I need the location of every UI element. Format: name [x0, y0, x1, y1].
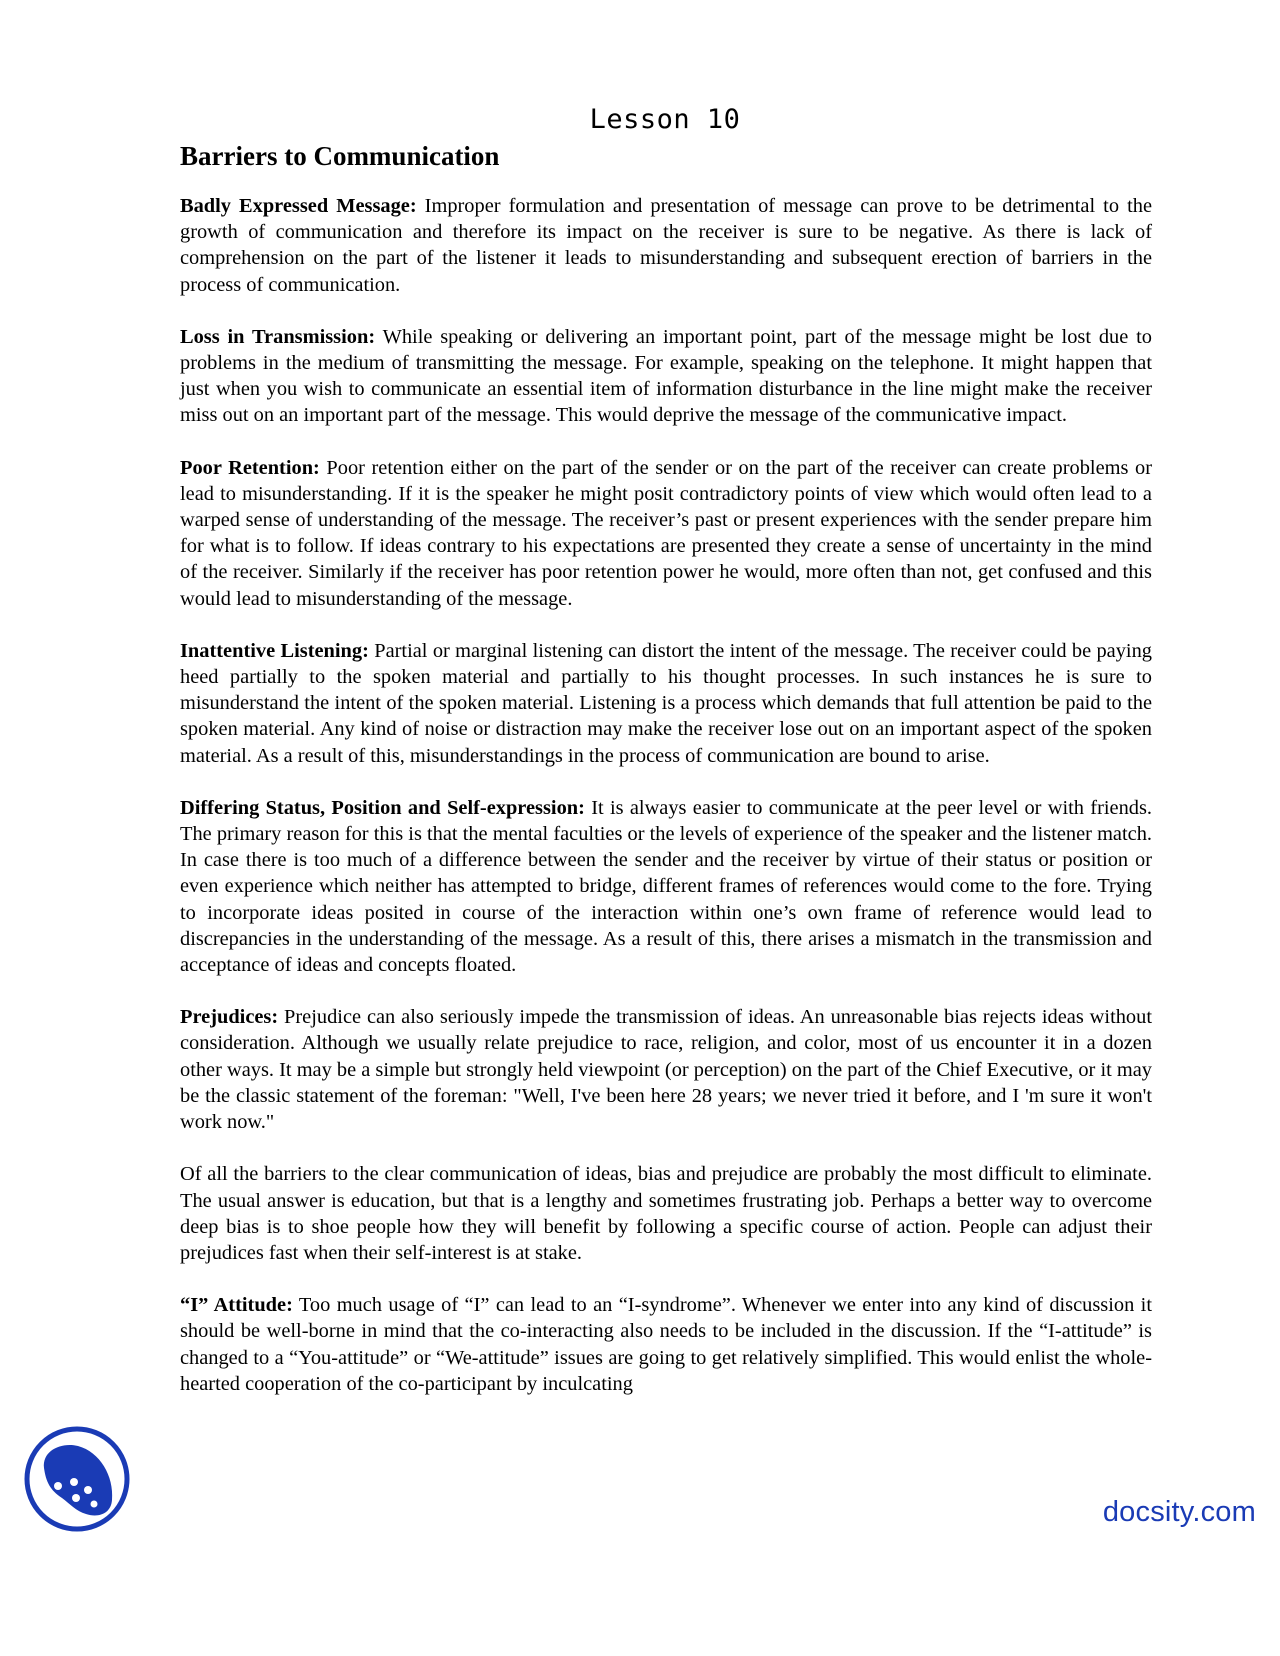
paragraph-term: Differing Status, Position and Self-expression: [180, 796, 585, 819]
paragraph-term: Loss in Transmission: [180, 325, 376, 348]
paragraph-text: Partial or marginal listening can distort the intent of the message. The receiver could be paying heed partially to the spoken material and partially to his thought processes. In such instances he is sure to misunderstand the intent of the spoken material. Listening is a process which demands that full attention be paid to the spoken material. Any kind of noise or distraction may make the receiver lose out on an important aspect of the spoken material. As a result of this, misunderstandings in the process of communication are bound to arise. [180, 639, 1152, 767]
paragraph-loss-in-transmission [180, 324, 1152, 429]
paragraph-text: Too much usage of “I” can lead to an “I-syndrome”. Whenever we enter into any kind of discussion it should be well-borne in mind that the co-interacting also needs to be included in the discussion. If the “I-attitude” is changed to a “You-attitude” or “We-attitude” issues are going to get relatively simplified. This would enlist the whole-hearted cooperation of the co-participant by inculcating [180, 1294, 1152, 1395]
docsity-brand-text: docsity.com [1102, 1496, 1256, 1528]
paragraph-term: Prejudices: [180, 1006, 279, 1029]
paragraph-text: Of all the barriers to the clear communication of ideas, bias and prejudice are probably the most difficult to eliminate. The usual answer is education, but that is a lengthy and sometimes frustrating job. Perhaps a better way to overcome deep bias is to shoe people how they will benefit by following a specific course of action. People can adjust their prejudices fast when their self-interest is at stake. [180, 1163, 1152, 1264]
paragraph-text: While speaking or delivering an important point, part of the message might be lost due to problems in the medium of transmitting the message. For example, speaking on the telephone. It might happen that just when you wish to communicate an essential item of information disturbance in the line might make the receiver miss out on an important part of the message. This would deprive the message of the communicative impact. [180, 325, 1152, 427]
paragraph-badly-expressed-message [180, 193, 1152, 298]
paragraph-poor-retention [180, 455, 1152, 612]
paragraph-differing-status [180, 795, 1152, 978]
paragraph-barriers-summary [180, 1161, 1152, 1266]
paragraph-prejudices [180, 1004, 1152, 1135]
paragraph-text: Improper formulation and presentation of message can prove to be detrimental to the growth of communication and therefore its impact on the receiver is sure to be negative. As there is lack of comprehension on the part of the listener it leads to misunderstanding and subsequent erection of barriers in the process of communication. [180, 195, 1153, 296]
document-body [180, 140, 1152, 1423]
paragraph-term: Poor Retention: [180, 456, 320, 479]
paragraph-i-attitude [180, 1292, 1152, 1397]
docsity-logo-svg [22, 1424, 132, 1534]
section-heading: Barriers to Communication [180, 141, 500, 171]
paragraph-term: Badly Expressed Message: [180, 195, 417, 217]
paragraph-inattentive-listening [180, 638, 1152, 769]
paragraph-text: Poor retention either on the part of the sender or on the part of the receiver can create problems or lead to misunderstanding. If it is the speaker he might posit contradictory points of view which would often lead to a warped sense of understanding of the message. The receiver’s past or present experiences with the sender prepare him for what is to follow. If ideas contrary to his expectations are presented they create a sense of uncertainty in the mind of the receiver. Similarly if the receiver has poor retention power he would, more often than not, get confused and this would lead to misunderstanding of the message. [180, 456, 1152, 610]
lesson-title: Lesson 10 [589, 104, 741, 135]
paragraph-term: “I” Attitude: [180, 1294, 293, 1317]
paragraph-term: Inattentive Listening: [180, 639, 369, 662]
paragraph-text: It is always easier to communicate at the peer level or with friends. The primary reason for this is that the mental faculties or the levels of experience of the speaker and the listener match. In case there is too much of a difference between the sender and the receiver by virtue of their status or position or even experience which neither has attempted to bridge, different frames of references would come to the fore. Trying to incorporate ideas posited in course of the interaction within one’s own frame of reference would lead to discrepancies in the understanding of the message. As a result of this, there arises a mismatch in the transmission and acceptance of ideas and concepts floated. [180, 796, 1153, 977]
docsity-logo-icon [22, 1424, 132, 1534]
paragraph-text: Prejudice can also seriously impede the transmission of ideas. An unreasonable bias rejects ideas without consideration. Although we usually relate prejudice to race, religion, and color, most of us encounter it in a dozen other ways. It may be a simple but strongly held viewpoint (or perception) on the part of the Chief Executive, or it may be the classic statement of the foreman: "Well, I've been here 28 years; we never tried it before, and I 'm sure it won't work now." [180, 1006, 1152, 1134]
